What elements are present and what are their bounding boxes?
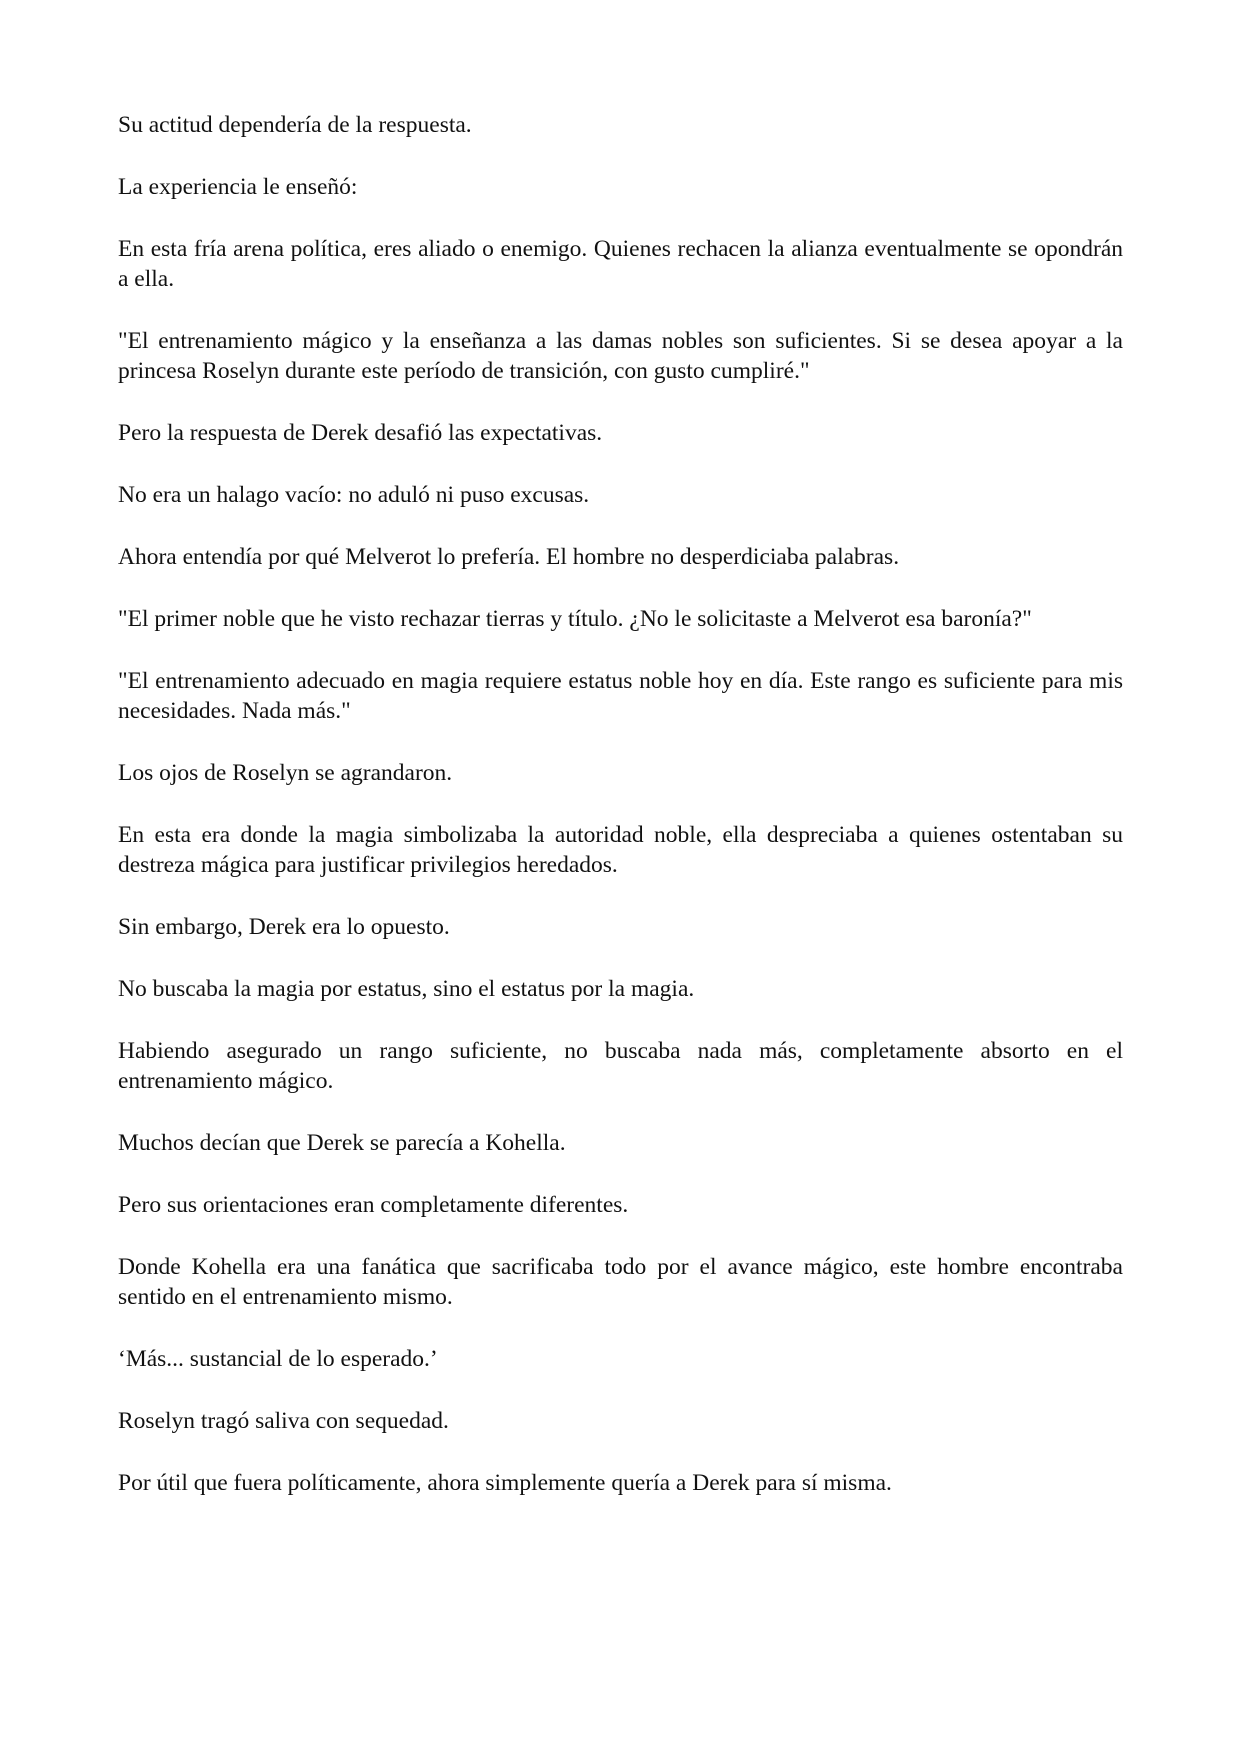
paragraph-19: Roselyn tragó saliva con sequedad. bbox=[118, 1408, 449, 1434]
paragraph-9: "El entrenamiento adecuado en magia requiere estatus noble hoy en día. Este rango es suficiente para mis necesidades. Nada más." bbox=[118, 668, 1123, 724]
paragraph-10: Los ojos de Roselyn se agrandaron. bbox=[118, 760, 453, 786]
paragraph-13: No buscaba la magia por estatus, sino el estatus por la magia. bbox=[118, 976, 695, 1002]
paragraph-15: Muchos decían que Derek se parecía a Kohella. bbox=[118, 1130, 566, 1156]
paragraph-7: Ahora entendía por qué Melverot lo prefería. El hombre no desperdiciaba palabras. bbox=[118, 544, 900, 570]
paragraph-1: Su actitud dependería de la respuesta. bbox=[118, 112, 472, 138]
document-page bbox=[118, 110, 1123, 1530]
paragraph-18: ‘Más... sustancial de lo esperado.’ bbox=[118, 1346, 438, 1372]
paragraph-17: Donde Kohella era una fanática que sacrificaba todo por el avance mágico, este hombre encontraba sentido en el entrenamiento mismo. bbox=[118, 1254, 1123, 1310]
paragraph-2: La experiencia le enseñó: bbox=[118, 174, 358, 200]
paragraph-3: En esta fría arena política, eres aliado o enemigo. Quienes rechacen la alianza eventualmente se opondrán a ella. bbox=[118, 236, 1123, 292]
paragraph-20: Por útil que fuera políticamente, ahora simplemente quería a Derek para sí misma. bbox=[118, 1470, 892, 1496]
paragraph-14: Habiendo asegurado un rango suficiente, no buscaba nada más, completamente absorto en el entrenamiento mágico. bbox=[118, 1038, 1123, 1094]
paragraph-12: Sin embargo, Derek era lo opuesto. bbox=[118, 914, 450, 940]
paragraph-6: No era un halago vacío: no aduló ni puso excusas. bbox=[118, 482, 590, 508]
paragraph-5: Pero la respuesta de Derek desafió las expectativas. bbox=[118, 420, 603, 446]
paragraph-8: "El primer noble que he visto rechazar tierras y título. ¿No le solicitaste a Melverot esa baronía?" bbox=[118, 606, 1032, 632]
paragraph-4: "El entrenamiento mágico y la enseñanza a las damas nobles son suficientes. Si se desea apoyar a la princesa Roselyn durante este período de transición, con gusto cumpliré." bbox=[118, 328, 1123, 384]
paragraph-11: En esta era donde la magia simbolizaba la autoridad noble, ella despreciaba a quienes ostentaban su destreza mágica para justificar privilegios heredados. bbox=[118, 822, 1123, 878]
paragraph-16: Pero sus orientaciones eran completamente diferentes. bbox=[118, 1192, 629, 1218]
